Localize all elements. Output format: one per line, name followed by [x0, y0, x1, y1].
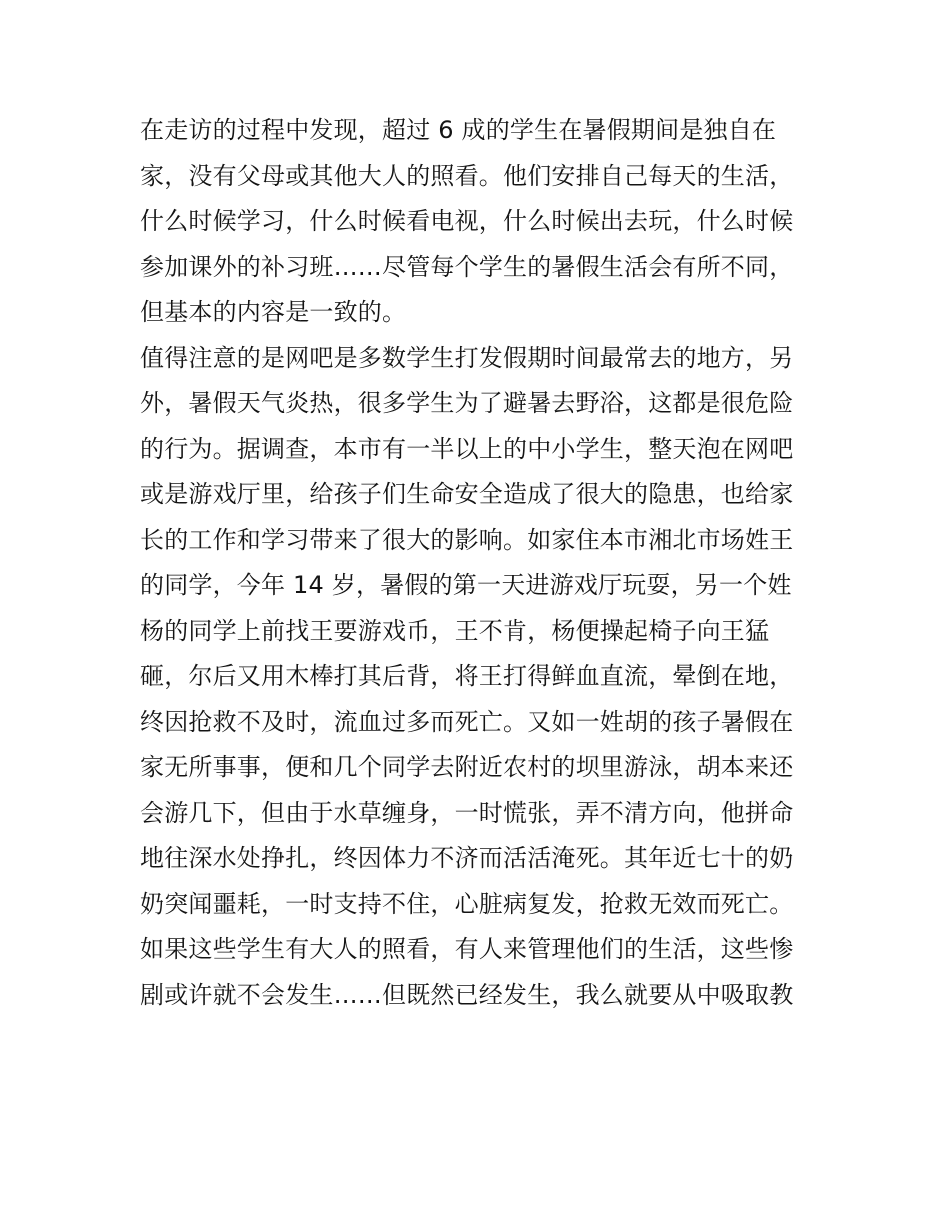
text-line: 值得注意的是网吧是多数学生打发假期时间最常去的地方，另	[140, 343, 794, 372]
text-line: 参加课外的补习班……尽管每个学生的暑假生活会有所不同，	[140, 252, 794, 281]
text-line: 奶突闻噩耗，一时支持不住，心脏病复发，抢救无效而死亡。	[140, 889, 794, 918]
text-line: 剧或许就不会发生……但既然已经发生，我么就要从中吸取教	[140, 980, 794, 1009]
text-line: 家，没有父母或其他大人的照看。他们安排自己每天的生活，	[140, 161, 794, 190]
text-line: 或是游戏厅里，给孩子们生命安全造成了很大的隐患，也给家	[140, 480, 794, 508]
text-line: 会游几下，但由于水草缠身，一时慌张，弄不清方向，他拼命	[140, 798, 794, 827]
text-line: 的行为。据调查，本市有一半以上的中小学生，整天泡在网吧	[140, 434, 794, 463]
text-line: 的同学，今年 14 岁，暑假的第一天进游戏厅玩耍，另一个姓	[140, 571, 792, 599]
text-line: 地往深水处挣扎，终因体力不济而活活淹死。其年近七十的奶	[140, 844, 794, 872]
document-body	[140, 108, 830, 1018]
text-line: 长的工作和学习带来了很大的影响。如家住本市湘北市场姓王	[140, 525, 794, 554]
text-line: 砸，尔后又用木棒打其后背，将王打得鲜血直流，晕倒在地，	[140, 662, 794, 690]
text-line: 但基本的内容是一致的。	[140, 298, 407, 326]
text-line: 家无所事事，便和几个同学去附近农村的坝里游泳，胡本来还	[140, 753, 794, 781]
text-line: 在走访的过程中发现，超过 6 成的学生在暑假期间是独自在	[140, 116, 777, 144]
text-line: 外，暑假天气炎热，很多学生为了避暑去野浴，这都是很危险	[140, 389, 794, 417]
text-line: 终因抢救不及时，流血过多而死亡。又如一姓胡的孩子暑假在	[140, 707, 794, 736]
text-line: 如果这些学生有大人的照看，有人来管理他们的生活，这些惨	[140, 935, 794, 963]
text-line: 什么时候学习，什么时候看电视，什么时候出去玩，什么时候	[140, 207, 794, 235]
text-line: 杨的同学上前找王要游戏币，王不肯，杨便操起椅子向王猛	[140, 616, 770, 645]
